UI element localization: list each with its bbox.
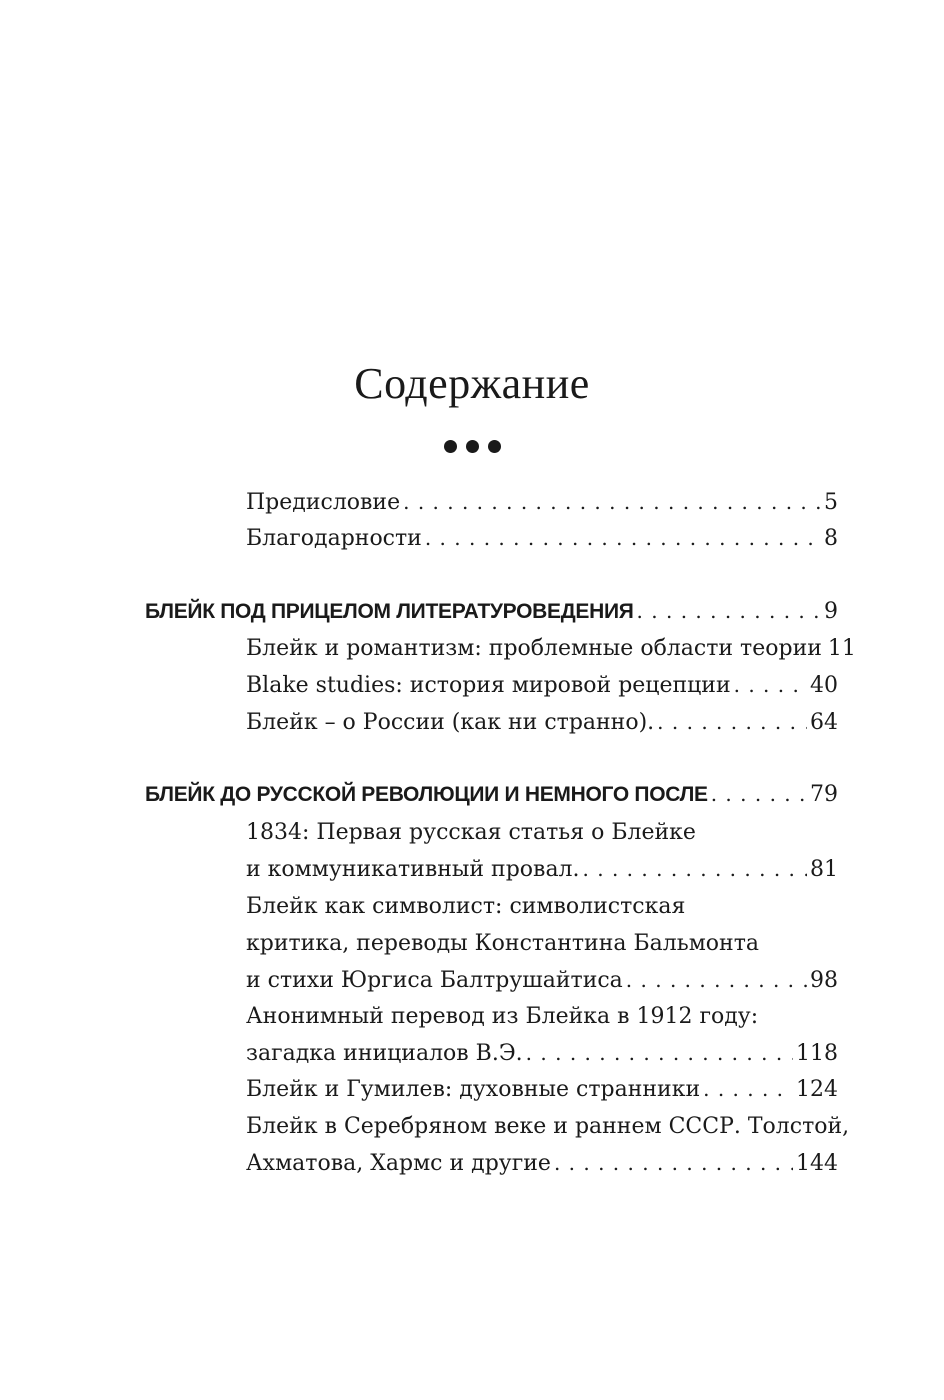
toc-entry-title: Блейк – о России (как ни странно).	[246, 710, 655, 735]
toc-entry-title: Блейк и романтизм: проблемные области теории	[246, 636, 822, 661]
ornament-dot	[488, 440, 501, 453]
toc-entry-title-line: загадка инициалов В.Э.	[246, 1041, 523, 1066]
toc-page-number: 98	[810, 968, 838, 993]
toc-entry-title: Блейк и Гумилев: духовные странники	[246, 1077, 701, 1102]
ornament-dots	[0, 440, 944, 453]
toc-entry-title-line: 1834: Первая русская статья о Блейке	[246, 820, 696, 845]
dot-leader	[554, 1145, 793, 1182]
toc-part-title: БЛЕЙК ПОД ПРИЦЕЛОМ ЛИТЕРАТУРОВЕДЕНИЯ	[145, 600, 634, 623]
dot-leader	[711, 776, 807, 813]
toc-page-number: 79	[810, 782, 838, 807]
toc-page-number: 11	[827, 636, 856, 661]
dot-leader	[657, 704, 807, 741]
toc-entry-title-line: и коммуникативный провал.	[246, 857, 580, 882]
toc-entry-title: Благодарности	[246, 526, 422, 551]
toc-page-number: 118	[796, 1041, 838, 1066]
toc-page-number: 5	[824, 490, 838, 515]
toc-page-number: 124	[796, 1077, 838, 1102]
dot-leader	[703, 1071, 793, 1108]
dot-leader	[425, 520, 821, 557]
toc-entry-ch2[interactable]	[246, 667, 838, 704]
toc-entry-title-line: и стихи Юргиса Балтрушайтиса	[246, 968, 623, 993]
dot-leader	[403, 484, 821, 521]
toc-entry-preface[interactable]	[246, 484, 838, 521]
toc-entry-title: Blake studies: история мировой рецепции	[246, 673, 731, 698]
toc-page-number: 64	[810, 710, 838, 735]
toc-entry-ch1[interactable]	[246, 630, 856, 667]
ornament-dot	[466, 440, 479, 453]
page-title: Содержание	[354, 359, 590, 408]
dot-leader	[626, 962, 807, 999]
dot-leader	[734, 667, 807, 704]
dot-leader	[526, 1035, 793, 1072]
toc-entry-ch5[interactable]	[246, 888, 838, 999]
toc-page-number: 8	[824, 526, 838, 551]
toc-page-number: 81	[810, 857, 838, 882]
toc-part-1[interactable]	[145, 593, 838, 630]
toc-entry-ch6[interactable]	[246, 998, 838, 1072]
toc-entry-ch3[interactable]	[246, 704, 838, 741]
toc-page-number: 40	[810, 673, 838, 698]
toc-entry-thanks[interactable]	[246, 520, 838, 557]
dot-leader	[637, 593, 821, 630]
toc-entry-ch8[interactable]	[246, 1108, 850, 1182]
toc-entry-title-line: Анонимный перевод из Блейка в 1912 году:	[246, 1004, 759, 1029]
toc-entry-ch4[interactable]	[246, 814, 838, 888]
toc-entry-title: Предисловие	[246, 490, 401, 515]
toc-part-title: БЛЕЙК ДО РУССКОЙ РЕВОЛЮЦИИ И НЕМНОГО ПОСЛЕ	[145, 783, 708, 806]
toc-part-2[interactable]	[145, 776, 838, 813]
dot-leader	[583, 851, 807, 888]
toc-page-number: 9	[824, 599, 838, 624]
toc-entry-title-line: критика, переводы Константина Бальмонта	[246, 931, 760, 956]
ornament-dot	[444, 440, 457, 453]
toc-entry-title-line: Блейк в Серебряном веке и раннем СССР. Толстой,	[246, 1114, 850, 1139]
toc-entry-ch7[interactable]	[246, 1071, 838, 1108]
toc-entry-title-line: Ахматова, Хармс и другие	[246, 1151, 551, 1176]
toc-entry-title-line: Блейк как символист: символистская	[246, 894, 686, 919]
toc-page-number: 144	[796, 1151, 838, 1176]
